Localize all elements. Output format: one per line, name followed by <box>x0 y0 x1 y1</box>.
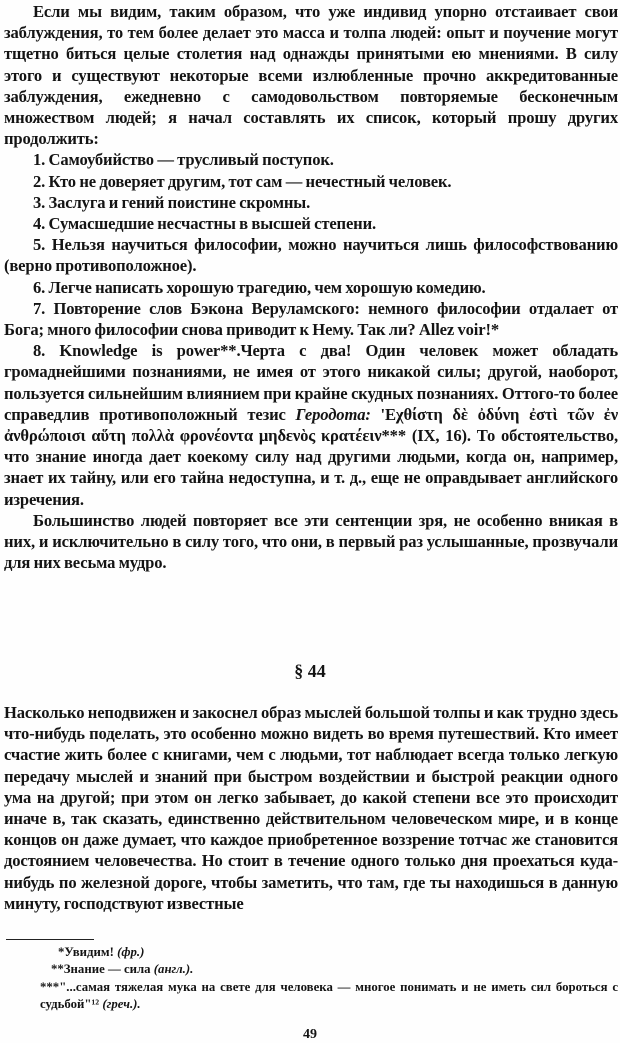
list-item-5: 5. Нельзя научиться философии, можно научиться лишь философствованию (верно противоположное). <box>4 235 618 276</box>
paragraph-conclusion: Большинство людей повторяет все эти сентенции зря, не особенно вникая в них, и исключительно в силу того, что они, в первый раз услышанные, прозвучали для них весьма мудро. <box>4 510 618 573</box>
list-item-8-text-b: 'Εχθίστη δὲ ὀδύνη ἐστὶ τῶν ἐν ἀνθρώποισι αὕτη πολλὰ φρονέοντα μηδενὸς κρατέειν*** (IX, 16). То обстоятельство, что знание иногда дает коекому силу над другими людьми, когда он, например, знает их тайну, или его тайна недоступна, и т. д., еще не оправдывает английского изречения. <box>4 404 618 509</box>
footnote-3 <box>4 979 618 1014</box>
list-item-4: 4. Сумасшедшие несчастны в высшей степени. <box>33 214 376 234</box>
footnotes <box>4 944 618 1014</box>
list-item-8-author: Геродота: <box>295 404 371 424</box>
footnote-2-text: **Знание — сила <box>51 962 154 977</box>
list-item-2: 2. Кто не доверяет другим, тот сам — нечестный человек. <box>33 171 452 191</box>
text-block-top <box>4 1 618 573</box>
text-block-section <box>4 702 618 914</box>
list-item-1: 1. Самоубийство — трусливый поступок. <box>33 150 334 170</box>
paragraph-section-44: Насколько неподвижен и закоснел образ мыслей большой толпы и как трудно здесь что-нибудь поделать, это особенно можно видеть во время путешествий. Кто имеет счастие жить более с книгами, чем с людьми, тот наблюдает всегда только легкую передачу мыслей и знаний при быстром воздействии и быстрой реакции одного ума на другой; при этом он легко забывает, до какой степени все это происходит иначе в, так сказать, единственно действительном человеческом мире, и в конце концов он даже думает, что каждое приобретенное воззрение тотчас же становится достоянием человечества. Но стоит в течение одного только дня проехаться куда-нибудь по железной дороге, чтобы заметить, что там, где ты находишься в данную минуту, господствуют известные <box>4 703 618 913</box>
page-number: 49 <box>303 1027 317 1042</box>
list-item-6: 6. Легче написать хорошую трагедию, чем хорошую комедию. <box>33 277 486 297</box>
footnote-3-note: (греч.). <box>102 997 141 1012</box>
paragraph-intro: Если мы видим, таким образом, что уже индивид упорно отстаивает свои заблуждения, то тем более делает это масса и толпа людей: опыт и поучение могут тщетно биться целые столетия над однажды принятыми ею мнениями. В силу этого и существуют некоторые всеми излюбленные прочно аккредитованные заблуждения, ежедневно с самодовольством повторяемые бесконечным множеством людей; я начал составлять их список, который прошу других продолжить: <box>4 2 618 149</box>
footnote-2-note: (англ.). <box>153 962 194 977</box>
list-item-8-text-a: 8. Knowledge is power**.Черта с два! Один человек может обладать громаднейшими познаниями, не имея от этого никакой силы; другой, наоборот, пользуется сильнейшим влиянием при крайне скудных познаниях. Оттого-то более справедлив противоположный тезис <box>4 341 618 424</box>
section-heading: § 44 <box>294 661 326 681</box>
list-item-3: 3. Заслуга и гений поистине скромны. <box>33 192 311 212</box>
footnote-1-text: *Увидим! <box>58 945 118 959</box>
footnote-1 <box>4 944 618 961</box>
footnote-2 <box>4 961 618 978</box>
footnote-divider <box>6 939 94 940</box>
list-item-7: 7. Повторение слов Бэкона Веруламского: немного философии отдалает от Бога; много философии снова приводит к Нему. Так ли? Allez voir!* <box>4 298 618 340</box>
list-item-8 <box>4 340 618 510</box>
footnote-1-note: (фр.) <box>117 945 145 959</box>
footnote-3-text: ***"...самая тяжелая мука на свете для человека — многое понимать и не иметь сил бороться с судьбой"¹² <box>40 979 618 1012</box>
